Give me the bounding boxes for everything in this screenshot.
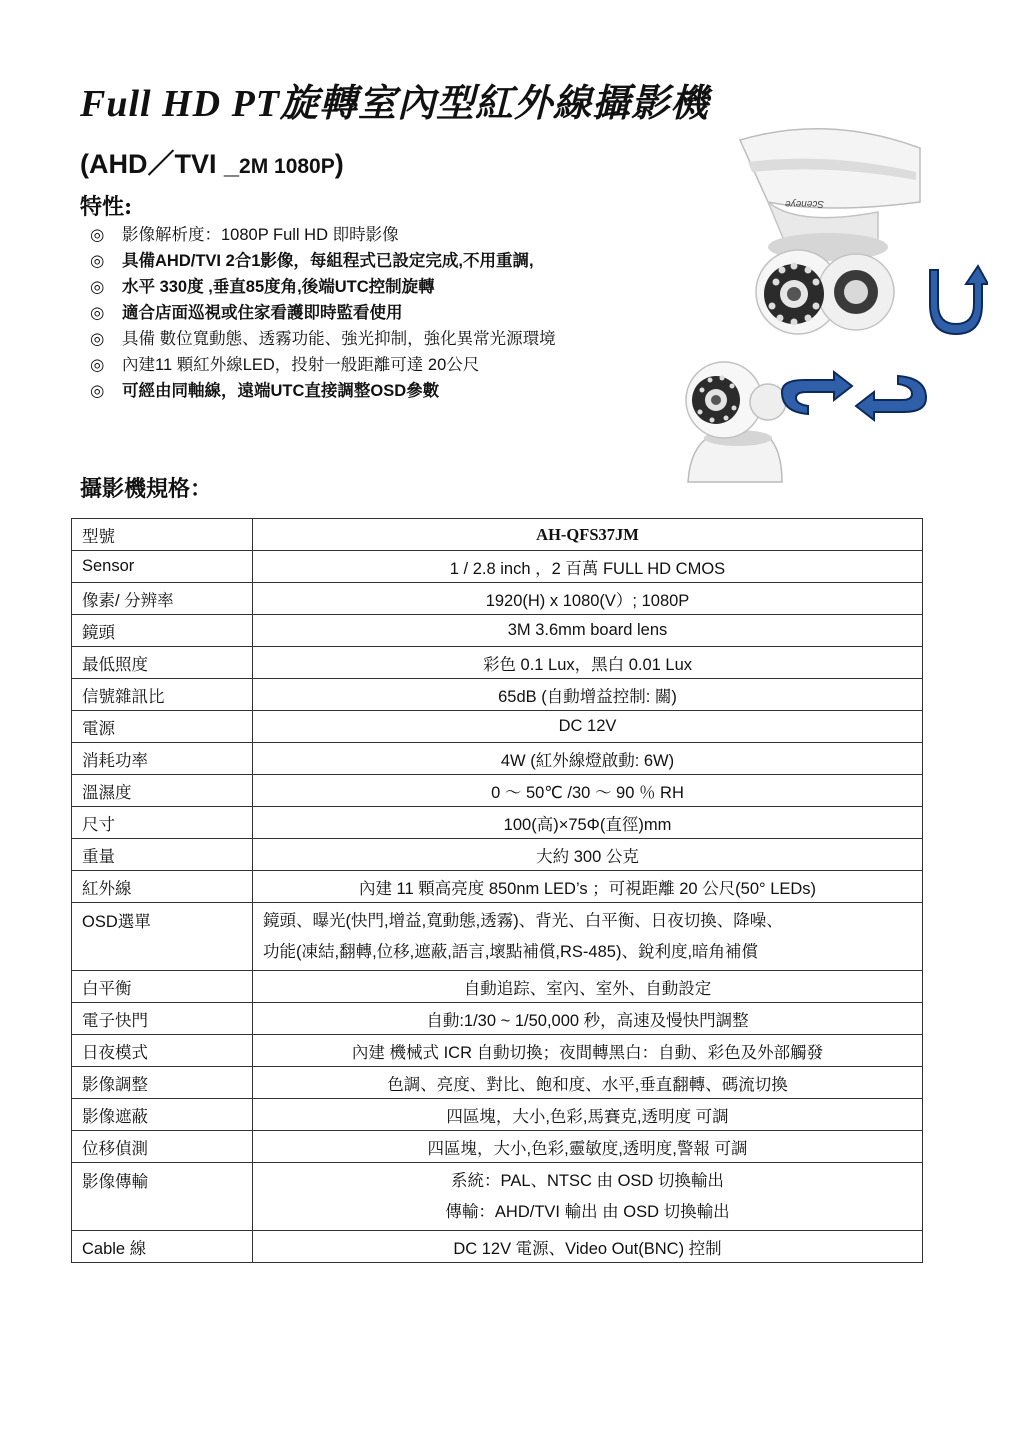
spec-value: 1920(H) x 1080(V）; 1080P: [253, 583, 923, 615]
spec-value: 內建 11 顆高亮度 850nm LED’s ；可視距離 20 公尺(50° LEDs): [253, 871, 923, 903]
spec-key: 型號: [72, 519, 253, 551]
spec-value: AH-QFS37JM: [253, 519, 923, 551]
spec-key: Sensor: [72, 551, 253, 583]
table-row: [72, 1131, 923, 1163]
spec-key: 消耗功率: [72, 743, 253, 775]
spec-value: 四區塊，大小,色彩,靈敏度,透明度,警報 可調: [253, 1131, 923, 1163]
feature-item: ◎ 具備 數位寬動態、透霧功能、強光抑制，強化異常光源環境: [90, 330, 556, 348]
standing-camera-image: [682, 352, 790, 492]
features-heading: 特性:: [80, 194, 133, 220]
spec-value: 色調、亮度、對比、飽和度、水平,垂直翻轉、碼流切換: [253, 1067, 923, 1099]
spec-key: Cable 線: [72, 1231, 253, 1263]
spec-key: 像素/ 分辨率: [72, 583, 253, 615]
table-row: [72, 519, 923, 551]
spec-value: 彩色 0.1 Lux，黑白 0.01 Lux: [253, 647, 923, 679]
page-subtitle: (AHD／TVI _2M 1080P): [80, 149, 344, 179]
spec-value: 100(高)×75Φ(直徑)mm: [253, 807, 923, 839]
feature-item: ◎ 內建11 顆紅外線LED，投射一般距離可達 20公尺: [90, 356, 480, 374]
table-row: [72, 1003, 923, 1035]
feature-item: ◎ 影像解析度：1080P Full HD 即時影像: [90, 226, 399, 244]
pan-arrow-icon: [778, 368, 930, 424]
spec-value: 65dB (自動增益控制: 關): [253, 679, 923, 711]
spec-table: [71, 518, 923, 1263]
spec-key: 影像調整: [72, 1067, 253, 1099]
table-row: [72, 1231, 923, 1263]
spec-value: 四區塊，大小,色彩,馬賽克,透明度 可調: [253, 1099, 923, 1131]
spec-key: 影像遮蔽: [72, 1099, 253, 1131]
spec-value: 鏡頭、曝光(快門,增益,寬動態,透霧)、背光、白平衡、日夜切換、降噪、 功能(凍結,翻轉,位移,遮蔽,語言,壞點補償,RS-485)、銳利度,暗角補償: [253, 903, 923, 971]
spec-value: 自動:1/30 ~ 1/50,000 秒，高速及慢快門調整: [253, 1003, 923, 1035]
ceiling-camera-image: [728, 122, 928, 362]
table-row: [72, 679, 923, 711]
spec-value: 3M 3.6mm board lens: [253, 615, 923, 647]
table-row: [72, 871, 923, 903]
page-title: Full HD PT旋轉室內型紅外線攝影機: [80, 83, 710, 125]
features-list: [90, 222, 556, 404]
spec-value: DC 12V: [253, 711, 923, 743]
feature-item: ◎ 適合店面巡視或住家看護即時監看使用: [90, 304, 403, 322]
spec-key: 白平衡: [72, 971, 253, 1003]
feature-item: ◎ 水平 330度 ,垂直85度角,後端UTC控制旋轉: [90, 278, 435, 296]
spec-value: 大約 300 公克: [253, 839, 923, 871]
spec-value: 系統：PAL、NTSC 由 OSD 切換輸出 傳輸：AHD/TVI 輸出 由 OSD 切換輸出: [253, 1163, 923, 1231]
spec-key: 電源: [72, 711, 253, 743]
table-row: [72, 615, 923, 647]
table-row: [72, 971, 923, 1003]
tilt-arrow-icon: [924, 262, 988, 340]
table-row: [72, 807, 923, 839]
table-row: [72, 551, 923, 583]
spec-value: DC 12V 電源、Video Out(BNC) 控制: [253, 1231, 923, 1263]
spec-key: 紅外線: [72, 871, 253, 903]
table-row: [72, 775, 923, 807]
spec-heading: 攝影機規格：: [80, 476, 213, 502]
spec-value: 4W (紅外線燈啟動: 6W): [253, 743, 923, 775]
spec-key: 重量: [72, 839, 253, 871]
spec-key: 最低照度: [72, 647, 253, 679]
spec-key: 影像傳輸: [72, 1163, 253, 1231]
svg-text:Sceneye: Sceneye: [785, 198, 824, 209]
table-row: [72, 1163, 923, 1231]
spec-value: 內建 機械式 ICR 自動切換；夜間轉黑白：自動、彩色及外部觸發: [253, 1035, 923, 1067]
table-row: [72, 647, 923, 679]
table-row: [72, 839, 923, 871]
table-row: [72, 1099, 923, 1131]
spec-key: 位移偵測: [72, 1131, 253, 1163]
table-row: [72, 1067, 923, 1099]
feature-item: ◎ 具備AHD/TVI 2合1影像，每組程式已設定完成,不用重調,: [90, 252, 534, 270]
spec-key: 尺寸: [72, 807, 253, 839]
table-row: [72, 1035, 923, 1067]
spec-value: 自動追踪、室內、室外、自動設定: [253, 971, 923, 1003]
table-row: [72, 583, 923, 615]
spec-key: 信號雜訊比: [72, 679, 253, 711]
spec-key: 電子快門: [72, 1003, 253, 1035]
spec-key: 溫濕度: [72, 775, 253, 807]
spec-key: 鏡頭: [72, 615, 253, 647]
spec-value: 0 ～ 50℃ /30 ～ 90 ％ RH: [253, 775, 923, 807]
table-row: [72, 743, 923, 775]
spec-key: OSD選單: [72, 903, 253, 971]
spec-value: 1 / 2.8 inch ，2 百萬 FULL HD CMOS: [253, 551, 923, 583]
spec-key: 日夜模式: [72, 1035, 253, 1067]
table-row: [72, 903, 923, 971]
table-row: [72, 711, 923, 743]
feature-item: ◎ 可經由同軸線，遠端UTC直接調整OSD參數: [90, 382, 440, 400]
